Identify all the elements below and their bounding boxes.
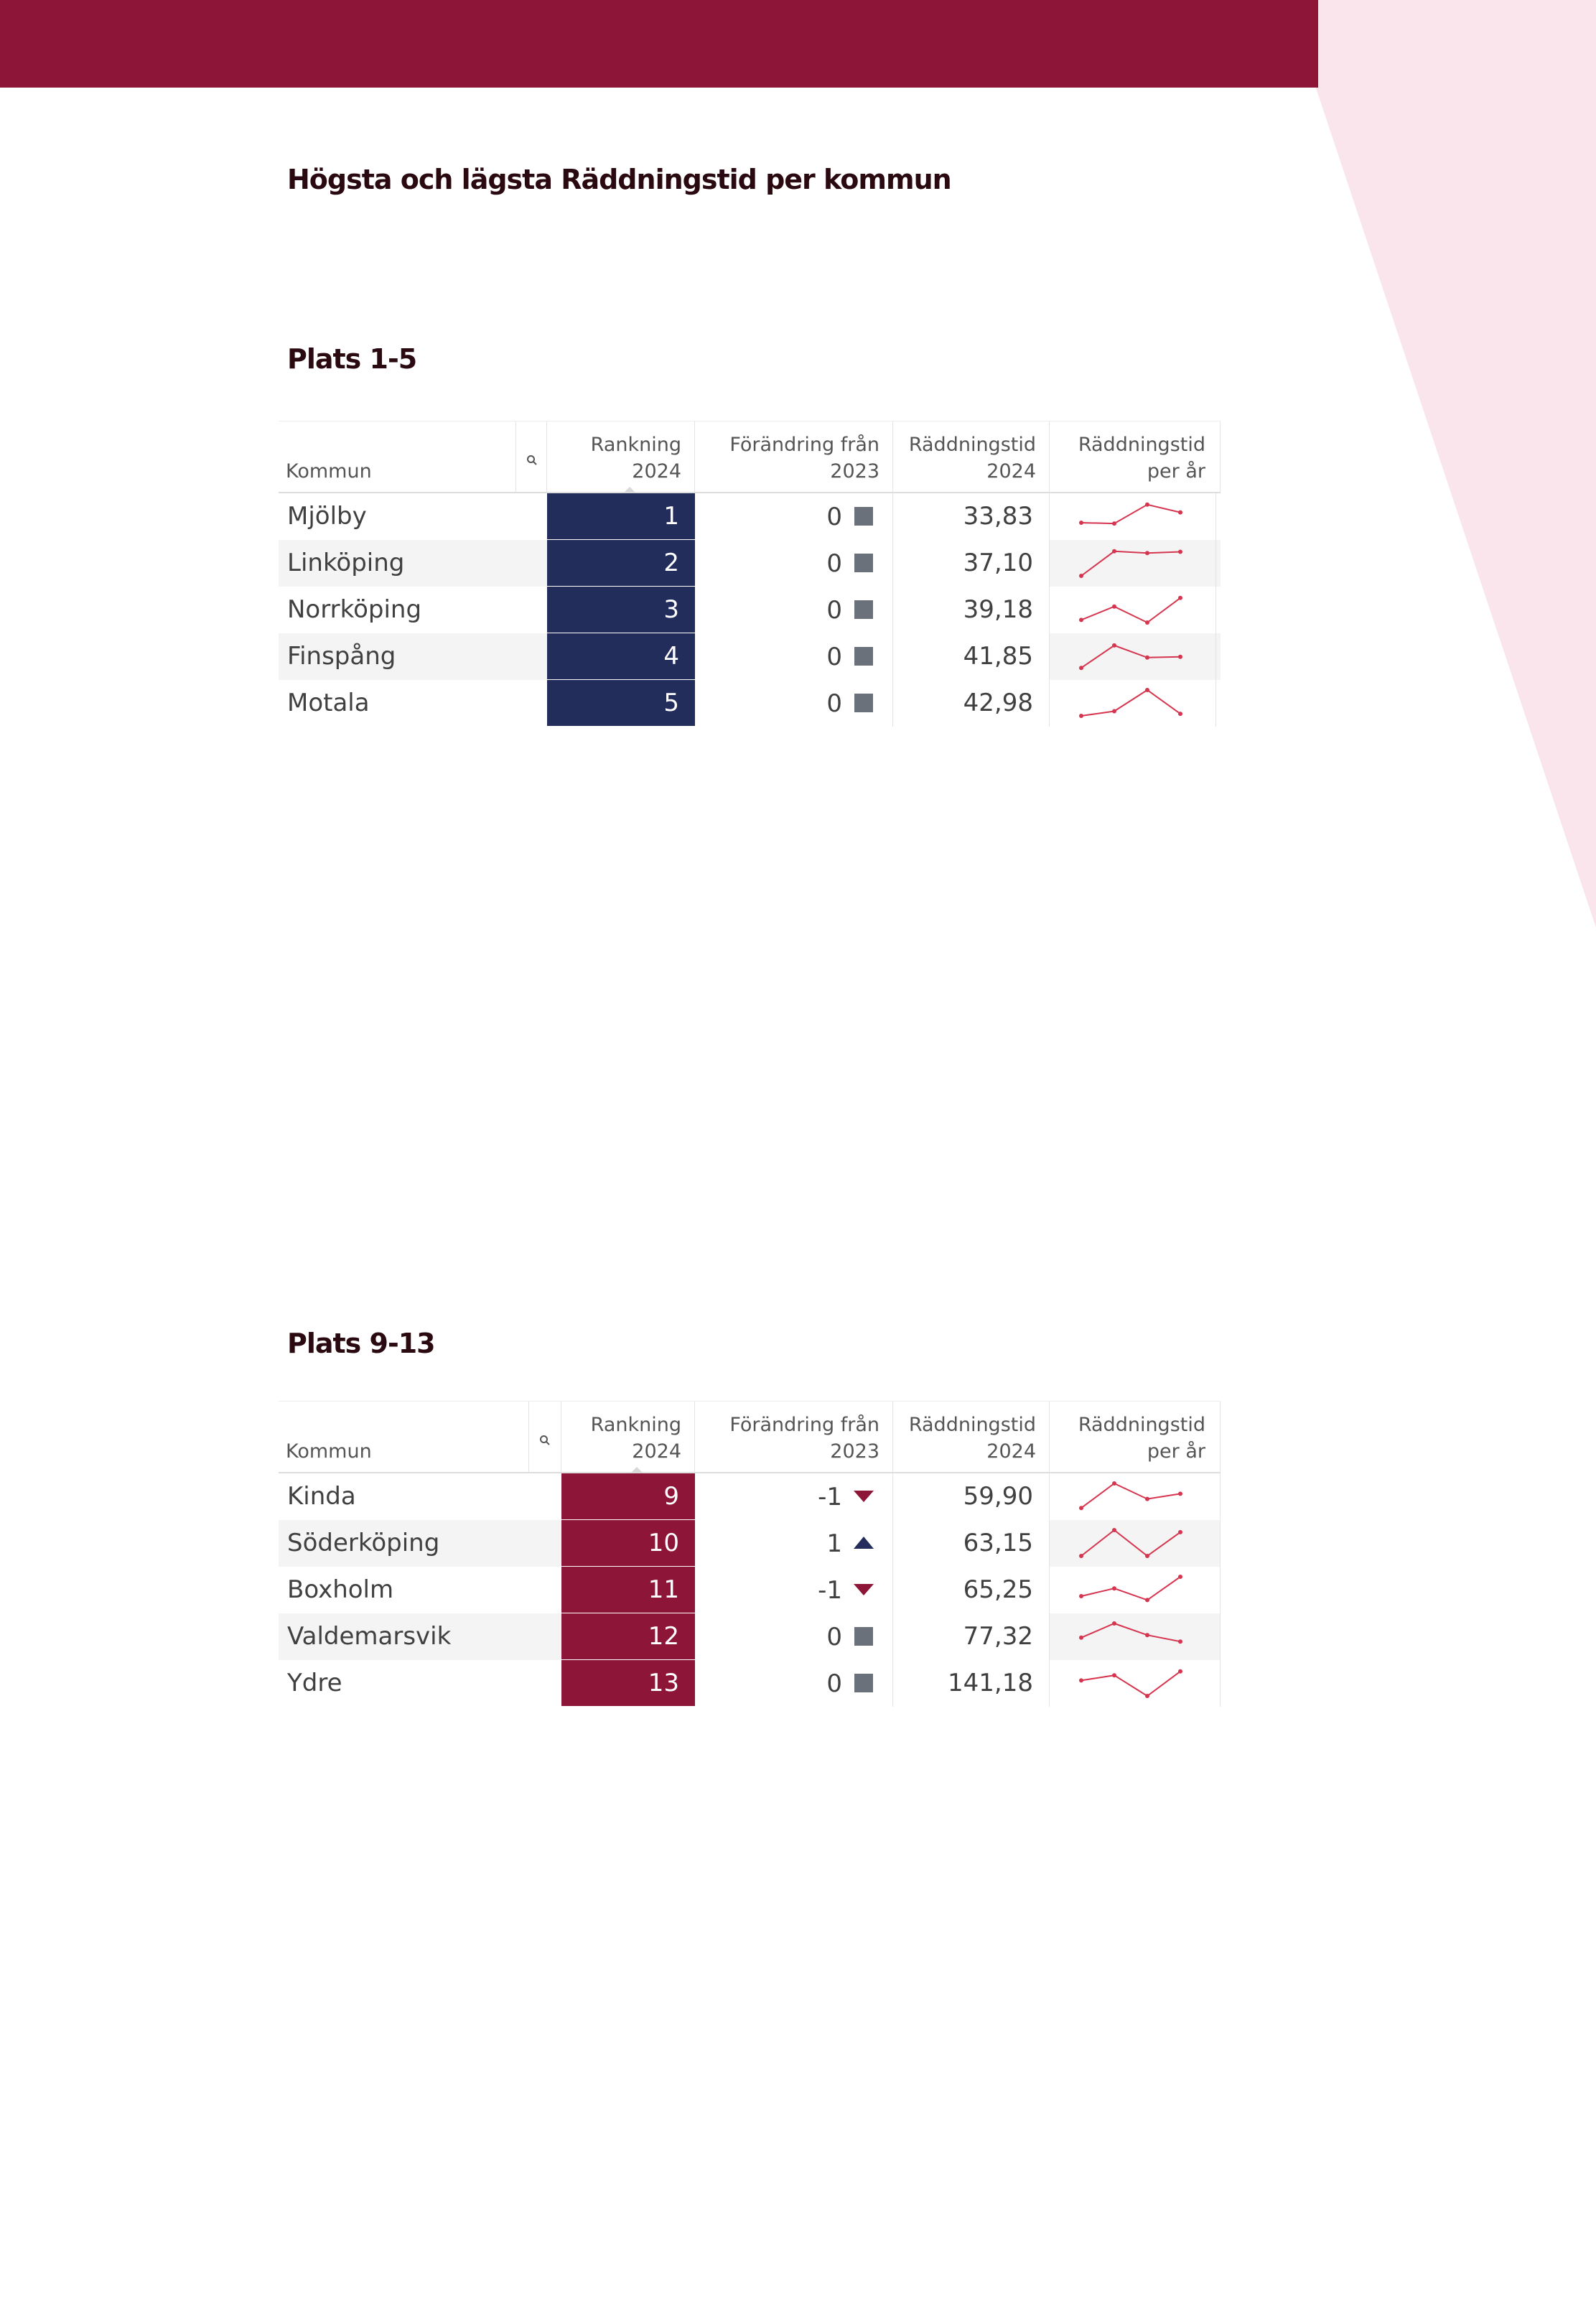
rank-cell: 2 bbox=[547, 540, 695, 587]
sparkline-point bbox=[1079, 1636, 1083, 1640]
table-row[interactable] bbox=[279, 1613, 1221, 1660]
change-cell: 0 bbox=[695, 587, 893, 633]
sparkline-point bbox=[1112, 605, 1116, 609]
rank-cell: 3 bbox=[547, 587, 695, 633]
sparkline-line bbox=[1081, 646, 1180, 668]
sparkline-line bbox=[1081, 1530, 1180, 1556]
neutral-square-icon bbox=[854, 693, 874, 713]
header-band bbox=[0, 0, 1318, 88]
table-row[interactable] bbox=[279, 493, 1221, 540]
sparkline-point bbox=[1178, 1575, 1182, 1579]
kommun-name: Ydre bbox=[287, 1669, 342, 1697]
kommun-name: Norrköping bbox=[287, 595, 422, 624]
change-cell: 1 bbox=[695, 1520, 893, 1567]
change-cell: 0 bbox=[695, 493, 893, 540]
kommun-name: Kinda bbox=[287, 1482, 356, 1511]
sparkline-line bbox=[1081, 1483, 1180, 1508]
sparkline-point bbox=[1178, 1530, 1182, 1534]
neutral-square-icon bbox=[854, 1673, 874, 1693]
column-search-button[interactable] bbox=[515, 421, 547, 492]
kommun-name: Söderköping bbox=[287, 1529, 440, 1557]
sparkline-point bbox=[1112, 709, 1116, 714]
up-triangle-icon bbox=[854, 1533, 874, 1553]
rank-cell: 10 bbox=[561, 1520, 695, 1567]
sparkline-point bbox=[1145, 656, 1149, 660]
neutral-square-icon bbox=[854, 646, 874, 666]
column-header-time[interactable]: Räddningstid 2024 bbox=[893, 1402, 1050, 1472]
sparkline-cell bbox=[1050, 587, 1216, 633]
sparkline-cell bbox=[1050, 680, 1216, 727]
column-header-change[interactable]: Förändring från 2023 bbox=[695, 421, 893, 492]
change-cell: 0 bbox=[695, 680, 893, 727]
sparkline-point bbox=[1178, 712, 1182, 716]
sparkline-point bbox=[1145, 1694, 1149, 1698]
table-header bbox=[279, 1401, 1221, 1473]
time-cell: 59,90 bbox=[893, 1473, 1050, 1520]
sparkline-line bbox=[1081, 1672, 1180, 1696]
sparkline-point bbox=[1145, 551, 1149, 555]
table-body bbox=[279, 493, 1221, 727]
sparkline-point bbox=[1112, 643, 1116, 648]
section-title: Plats 1-5 bbox=[287, 343, 417, 375]
time-cell: 77,32 bbox=[893, 1613, 1050, 1660]
table-row[interactable] bbox=[279, 1567, 1221, 1613]
sparkline-chart bbox=[1077, 1664, 1185, 1702]
rank-cell: 9 bbox=[561, 1473, 695, 1520]
column-header-trend[interactable]: Räddningstid per år bbox=[1050, 1402, 1221, 1472]
sparkline-point bbox=[1112, 1621, 1116, 1626]
column-header-trend[interactable]: Räddningstid per år bbox=[1050, 421, 1221, 492]
sparkline-chart bbox=[1077, 1524, 1185, 1562]
sparkline-point bbox=[1178, 1639, 1182, 1644]
time-cell: 63,15 bbox=[893, 1520, 1050, 1567]
sparkline-chart bbox=[1077, 1571, 1185, 1608]
sparkline-point bbox=[1178, 550, 1182, 554]
time-cell: 42,98 bbox=[893, 680, 1050, 727]
sparkline-line bbox=[1081, 1577, 1180, 1600]
sparkline-point bbox=[1079, 714, 1083, 718]
time-cell: 39,18 bbox=[893, 587, 1050, 633]
table-row[interactable] bbox=[279, 1520, 1221, 1567]
time-cell: 37,10 bbox=[893, 540, 1050, 587]
kommun-name: Linköping bbox=[287, 549, 405, 577]
column-header-time[interactable]: Räddningstid 2024 bbox=[893, 421, 1050, 492]
change-cell: -1 bbox=[695, 1473, 893, 1520]
sparkline-point bbox=[1178, 596, 1182, 600]
rank-cell: 13 bbox=[561, 1660, 695, 1707]
sparkline-point bbox=[1112, 521, 1116, 526]
column-header-kommun[interactable]: Kommun bbox=[286, 1440, 372, 1463]
time-cell: 33,83 bbox=[893, 493, 1050, 540]
ranking-table-top bbox=[279, 421, 1221, 727]
sparkline-point bbox=[1178, 511, 1182, 515]
column-header-rank[interactable]: Rankning 2024 bbox=[547, 421, 695, 492]
sparkline-point bbox=[1178, 655, 1182, 659]
time-cell: 41,85 bbox=[893, 633, 1050, 680]
page-title: Högsta och lägsta Räddningstid per kommun bbox=[287, 164, 951, 195]
kommun-name: Boxholm bbox=[287, 1575, 394, 1604]
table-body bbox=[279, 1473, 1221, 1707]
kommun-name: Motala bbox=[287, 689, 370, 717]
sparkline-point bbox=[1145, 620, 1149, 625]
table-row[interactable] bbox=[279, 1660, 1221, 1707]
sparkline-point bbox=[1079, 1506, 1083, 1510]
sparkline-chart bbox=[1077, 684, 1185, 722]
time-cell: 141,18 bbox=[893, 1660, 1050, 1707]
sort-ascending-icon bbox=[623, 487, 636, 493]
sparkline-point bbox=[1178, 1669, 1182, 1674]
sort-ascending-icon bbox=[630, 1467, 643, 1473]
ranking-table-bottom bbox=[279, 1401, 1221, 1707]
sparkline-chart bbox=[1077, 1478, 1185, 1515]
sparkline-chart bbox=[1077, 1618, 1185, 1655]
sparkline-line bbox=[1081, 551, 1180, 576]
sparkline-cell bbox=[1050, 633, 1216, 680]
sparkline-point bbox=[1112, 1673, 1116, 1677]
rank-cell: 4 bbox=[547, 633, 695, 680]
section-title: Plats 9-13 bbox=[287, 1328, 435, 1359]
sparkline-point bbox=[1112, 549, 1116, 554]
sparkline-point bbox=[1178, 1491, 1182, 1496]
sparkline-line bbox=[1081, 505, 1180, 523]
rank-cell: 5 bbox=[547, 680, 695, 727]
sparkline-chart bbox=[1077, 544, 1185, 582]
sparkline-chart bbox=[1077, 638, 1185, 675]
sparkline-point bbox=[1112, 1481, 1116, 1486]
table-row[interactable] bbox=[279, 1473, 1221, 1520]
neutral-square-icon bbox=[854, 600, 874, 620]
table-row[interactable] bbox=[279, 633, 1221, 680]
change-cell: 0 bbox=[695, 1613, 893, 1660]
sparkline-point bbox=[1145, 688, 1149, 692]
sparkline-line bbox=[1081, 1623, 1180, 1641]
sparkline-point bbox=[1112, 1528, 1116, 1532]
sparkline-line bbox=[1081, 598, 1180, 623]
sparkline-point bbox=[1112, 1586, 1116, 1590]
table-header bbox=[279, 421, 1221, 493]
rank-cell: 11 bbox=[561, 1567, 695, 1613]
change-cell: -1 bbox=[695, 1567, 893, 1613]
neutral-square-icon bbox=[854, 553, 874, 573]
sparkline-cell bbox=[1050, 1567, 1221, 1613]
table-row[interactable] bbox=[279, 587, 1221, 633]
sparkline-point bbox=[1079, 1594, 1083, 1598]
table-row[interactable] bbox=[279, 540, 1221, 587]
kommun-name: Mjölby bbox=[287, 502, 367, 531]
time-cell: 65,25 bbox=[893, 1567, 1050, 1613]
column-header-change[interactable]: Förändring från 2023 bbox=[695, 1402, 893, 1472]
sparkline-point bbox=[1079, 1678, 1083, 1682]
sparkline-cell bbox=[1050, 1613, 1221, 1660]
neutral-square-icon bbox=[854, 506, 874, 526]
search-icon bbox=[539, 1435, 551, 1446]
column-header-rank[interactable]: Rankning 2024 bbox=[561, 1402, 695, 1472]
change-cell: 0 bbox=[695, 540, 893, 587]
sparkline-point bbox=[1145, 1554, 1149, 1558]
kommun-name: Finspång bbox=[287, 642, 396, 671]
sparkline-cell bbox=[1050, 493, 1216, 540]
sparkline-cell bbox=[1050, 1660, 1221, 1707]
column-header-kommun[interactable]: Kommun bbox=[286, 460, 372, 483]
sparkline-point bbox=[1145, 1633, 1149, 1637]
sparkline-chart bbox=[1077, 591, 1185, 628]
sparkline-point bbox=[1079, 666, 1083, 670]
neutral-square-icon bbox=[854, 1626, 874, 1646]
change-cell: 0 bbox=[695, 1660, 893, 1707]
sparkline-point bbox=[1145, 1598, 1149, 1602]
sparkline-point bbox=[1079, 521, 1083, 525]
rank-cell: 1 bbox=[547, 493, 695, 540]
sparkline-point bbox=[1079, 1554, 1083, 1558]
sparkline-point bbox=[1079, 617, 1083, 622]
sparkline-cell bbox=[1050, 1473, 1221, 1520]
sparkline-line bbox=[1081, 690, 1180, 716]
sparkline-point bbox=[1145, 503, 1149, 507]
sparkline-chart bbox=[1077, 498, 1185, 535]
down-triangle-icon bbox=[854, 1486, 874, 1506]
column-search-button[interactable] bbox=[528, 1402, 561, 1472]
change-cell: 0 bbox=[695, 633, 893, 680]
table-row[interactable] bbox=[279, 680, 1221, 727]
sparkline-point bbox=[1145, 1497, 1149, 1501]
sparkline-point bbox=[1079, 574, 1083, 578]
kommun-name: Valdemarsvik bbox=[287, 1622, 452, 1651]
sparkline-cell bbox=[1050, 540, 1216, 587]
rank-cell: 12 bbox=[561, 1613, 695, 1660]
sparkline-cell bbox=[1050, 1520, 1221, 1567]
search-icon bbox=[526, 455, 538, 466]
down-triangle-icon bbox=[854, 1580, 874, 1600]
